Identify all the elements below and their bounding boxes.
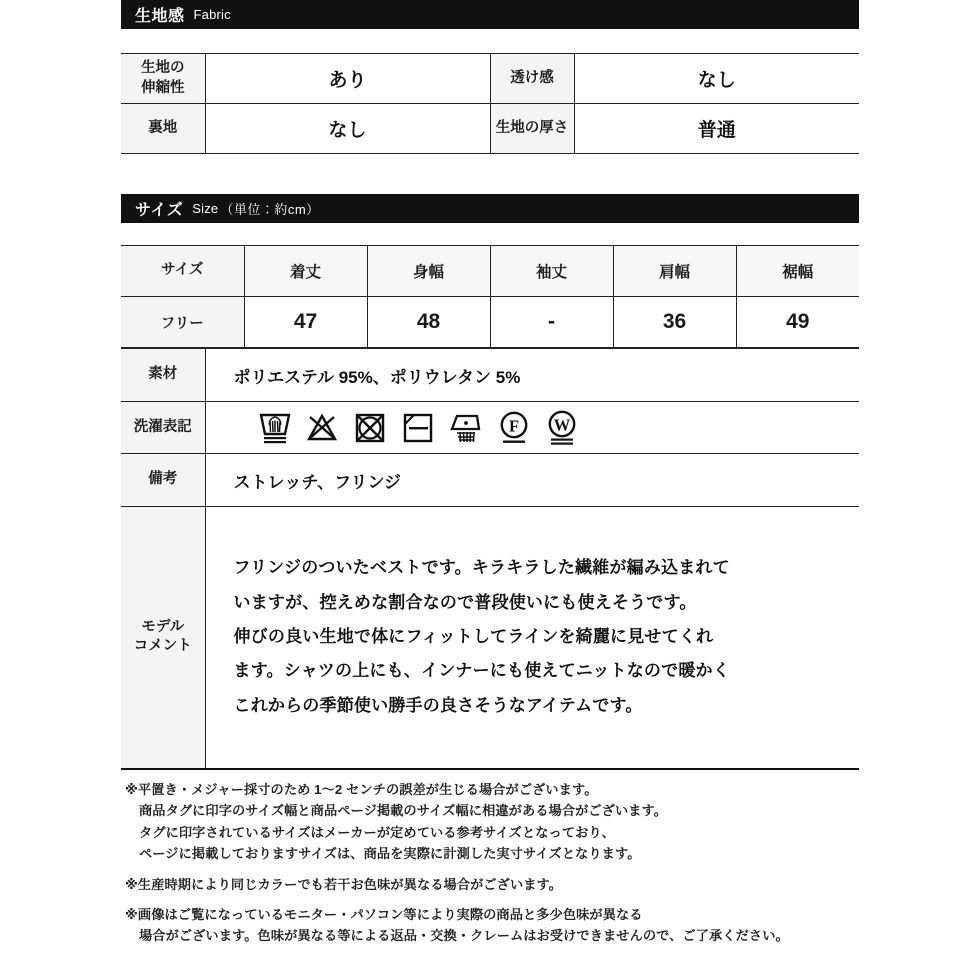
size-row-label-free: フリー	[121, 297, 244, 348]
size-section-title-en: Size	[192, 201, 219, 216]
material-label: 素材	[121, 349, 205, 402]
size-value-shoulder: 36	[613, 297, 736, 348]
remarks-label: 備考	[121, 454, 205, 507]
table-row	[121, 104, 859, 154]
fabric-stretch-label-line2: 伸縮性	[141, 79, 185, 96]
remarks-value: ストレッチ、フリンジ	[205, 454, 859, 507]
size-section-title-jp: サイズ	[135, 202, 184, 219]
size-col-header-shoulder: 肩幅	[613, 246, 736, 297]
table-row	[121, 402, 859, 454]
size-col-header-length: 着丈	[244, 246, 367, 297]
size-section-header	[121, 194, 859, 223]
fabric-table	[121, 53, 859, 154]
size-col-header-bust: 身幅	[367, 246, 490, 297]
footer-note-line: 場合がございます。色味が異なる等による返品・交換・クレームはお受けできませんので、ご了承ください。	[139, 928, 789, 944]
fabric-lining-value: なし	[205, 104, 490, 154]
model-comment-line-3: 伸びの良い生地で体にフィットしてラインを綺麗に見せてくれ	[233, 627, 714, 647]
care-value	[205, 402, 859, 454]
size-value-bust: 48	[367, 297, 490, 348]
flat-dry-in-shade-icon	[400, 410, 436, 446]
fabric-thickness-value: 普通	[574, 104, 859, 154]
footer-note-line: ※平置き・メジャー採寸のため 1〜2 センチの誤差が生じる場合がございます。	[125, 782, 598, 797]
footer-note-line: ※画像はご覧になっているモニター・パソコン等により実際の商品と多少色味が異なる	[125, 906, 643, 922]
dryclean-petroleum-f-icon	[496, 409, 532, 447]
hand-wash-basin-icon	[258, 410, 292, 446]
size-col-header-sleeve: 袖丈	[490, 246, 613, 297]
model-comment-label-line1: モデル	[141, 619, 185, 636]
model-comment-value	[205, 507, 859, 769]
fabric-stretch-label-line1: 生地の	[141, 60, 185, 77]
size-value-length: 47	[244, 297, 367, 348]
product-detail-table	[121, 348, 859, 770]
do-not-bleach-icon	[304, 410, 340, 446]
fabric-table-wrapper	[121, 53, 859, 154]
wet-clean-w-icon	[544, 409, 580, 447]
fabric-section-title-en: Fabric	[193, 7, 231, 22]
do-not-tumble-dry-icon	[352, 410, 388, 446]
fabric-lining-label: 裏地	[121, 104, 205, 154]
fabric-stretch-label	[121, 54, 205, 104]
spec-content	[121, 0, 859, 770]
size-col-header-size: サイズ	[121, 246, 244, 297]
size-table-header-row	[121, 246, 859, 297]
size-col-header-hem: 裾幅	[736, 246, 859, 297]
table-row	[121, 54, 859, 104]
care-symbol-list	[234, 409, 860, 447]
footer-note-line: ※生産時期により同じカラーでも若干お色味が異なる場合がございます。	[125, 876, 563, 892]
fabric-section-title-jp: 生地感	[135, 8, 185, 25]
table-row	[121, 507, 859, 769]
size-section-unit: （単位：約cm）	[220, 202, 320, 217]
fabric-stretch-value: あり	[205, 54, 490, 104]
fabric-section-header	[121, 0, 859, 29]
footer-note-block-color-variation	[125, 874, 925, 895]
footer-note-line: タグに印字されているサイズはメーカーが定めている参考サイズとなっており、	[139, 824, 615, 840]
care-label: 洗濯表記	[121, 402, 205, 454]
model-comment-text	[206, 551, 860, 723]
model-comment-label	[121, 507, 205, 769]
footer-note-block-monitor-color	[125, 904, 925, 947]
size-value-sleeve: -	[490, 297, 613, 348]
iron-low-heat-with-cloth-icon	[448, 409, 484, 447]
size-section	[121, 194, 859, 770]
model-comment-line-5: これからの季節使い勝手の良さそうなアイテムです。	[233, 695, 643, 715]
footer-notes	[125, 779, 925, 947]
size-value-hem: 49	[736, 297, 859, 348]
size-table	[121, 245, 859, 348]
table-row	[121, 349, 859, 402]
footer-note-line: ページに掲載しておりますサイズは、商品を実際に計測した実寸サイズとなります。	[139, 846, 641, 862]
table-row	[121, 297, 859, 348]
fabric-thickness-label: 生地の厚さ	[490, 104, 574, 154]
fabric-sheerness-label: 透け感	[490, 54, 574, 104]
svg-text:F: F	[508, 416, 519, 435]
material-value: ポリエステル 95%、ポリウレタン 5%	[205, 349, 859, 402]
fabric-sheerness-value: なし	[574, 54, 859, 104]
model-comment-label-line2: コメント	[133, 638, 192, 655]
footer-note-block-measurement	[125, 779, 925, 865]
model-comment-line-1: フリンジのついたベストです。キラキラした繊維が編み込まれて	[233, 558, 730, 578]
model-comment-line-2: いますが、控えめな割合なので普段使いにも使えそうです。	[233, 592, 697, 612]
model-comment-line-4: ます。シャツの上にも、インナーにも使えてニットなので暖かく	[233, 661, 730, 681]
svg-text:W: W	[553, 415, 570, 434]
footer-note-line: 商品タグに印字のサイズ幅と商品ページ掲載のサイズ幅に相違がある場合がございます。	[139, 803, 668, 819]
table-row	[121, 454, 859, 507]
